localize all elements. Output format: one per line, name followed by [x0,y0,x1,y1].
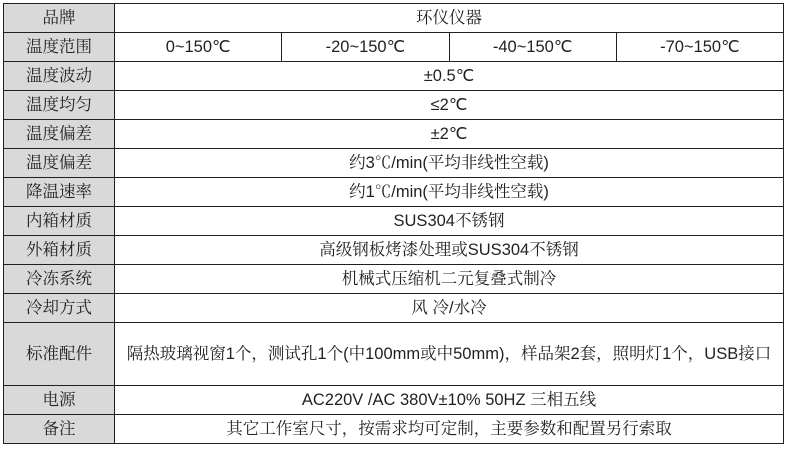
row-value: 风 冷/水冷 [115,294,784,323]
row-value: ≤2℃ [115,91,784,120]
row-label: 品牌 [4,4,115,33]
table-row [4,178,784,207]
temp-range-option-1: 0~150℃ [115,33,282,62]
table-row [4,386,784,415]
row-label: 温度偏差 [4,120,115,149]
row-label: 电源 [4,386,115,415]
table-row [4,120,784,149]
row-value: 其它工作室尺寸，按需求均可定制，主要参数和配置另行索取 [115,415,784,444]
table-row [4,4,784,33]
row-label: 温度偏差 [4,149,115,178]
table-row [4,33,784,62]
temp-range-option-2: -20~150℃ [282,33,449,62]
table-row [4,323,784,386]
specification-table [3,3,784,444]
row-value: 机械式压缩机二元复叠式制冷 [115,265,784,294]
spec-sheet-page [0,3,787,456]
row-label: 备注 [4,415,115,444]
table-row [4,91,784,120]
row-label: 冷却方式 [4,294,115,323]
row-label: 内箱材质 [4,207,115,236]
temp-range-option-4: -70~150℃ [616,33,783,62]
table-row [4,149,784,178]
row-label: 温度范围 [4,33,115,62]
table-row [4,62,784,91]
row-value: 环仪仪器 [115,4,784,33]
table-row [4,265,784,294]
row-value: ±0.5℃ [115,62,784,91]
row-value: 约1℃/min(平均非线性空载) [115,178,784,207]
row-value: 约3℃/min(平均非线性空载) [115,149,784,178]
table-row [4,207,784,236]
table-row [4,294,784,323]
row-label: 温度均匀 [4,91,115,120]
temp-range-option-3: -40~150℃ [449,33,616,62]
table-row [4,236,784,265]
row-value: AC220V /AC 380V±10% 50HZ 三相五线 [115,386,784,415]
row-value: 隔热玻璃视窗1个，测试孔1个(中100mm或中50mm)，样品架2套，照明灯1个，USB接口 [115,323,784,386]
row-label: 标准配件 [4,323,115,386]
row-label: 降温速率 [4,178,115,207]
row-value: 高级钢板烤漆处理或SUS304不锈钢 [115,236,784,265]
table-row [4,415,784,444]
row-value: SUS304不锈钢 [115,207,784,236]
row-label: 温度波动 [4,62,115,91]
row-value: ±2℃ [115,120,784,149]
row-label: 冷冻系统 [4,265,115,294]
row-label: 外箱材质 [4,236,115,265]
